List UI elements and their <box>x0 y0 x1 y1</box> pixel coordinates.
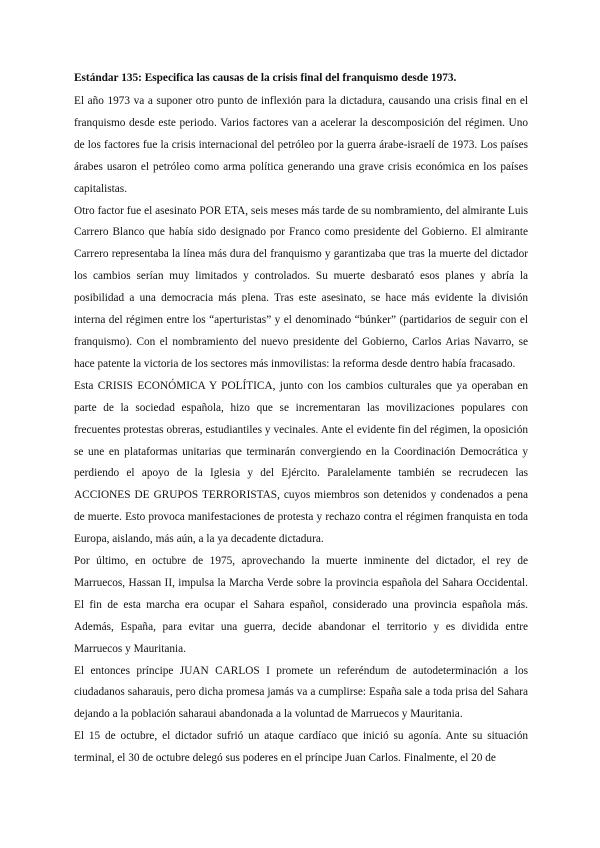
paragraph-green-march: Por último, en octubre de 1975, aprovechando la muerte inminente del dictador, el rey de Marruecos, Hassan II, impulsa la Marcha Verde sobre la provincia española del Sahara Occidental. El fin de esta marcha era ocupar el Sahara español, considerado una provincia española más. Además, España, para evitar una guerra, decide abandonar el territorio y es dividida entre Marruecos y Mauritania. <box>74 555 528 655</box>
standard-heading: Estándar 135: Especifica las causas de la crisis final del franquismo desde 1973. <box>74 72 457 84</box>
paragraph-oil-crisis: El año 1973 va a suponer otro punto de inflexión para la dictadura, causando una crisis final en el franquismo desde este periodo. Varios factores van a acelerar la descomposición del régimen. Uno de los factores fue la crisis internacional del petróleo por la guerra árabe-israelí de 1973. Los países árabes usaron el petróleo como arma política generando una grave crisis económica en los países capitalistas. <box>74 95 528 195</box>
paragraph-carrero-blanco: Otro factor fue el asesinato POR ETA, seis meses más tarde de su nombramiento, del almirante Luis Carrero Blanco que había sido designado por Franco como presidente del Gobierno. El almirante Carrero representaba la línea más dura del franquismo y garantizaba que tras la muerte del dictador los cambios serían muy limitados y controlados. Su muerte desbarató esos planes y abría la posibilidad a una democracia más plena. Tras este asesinato, se hace más evidente la división interna del régimen entre los “aperturistas” y el denominado “búnker” (partidarios de seguir con el franquismo). Con el nombramiento del nuevo presidente del Gobierno, Carlos Arias Navarro, se hace patente la victoria de los sectores más inmovilistas: la reforma desde dentro había fracasado. <box>74 204 528 370</box>
paragraph-juan-carlos-referendum: El entonces príncipe JUAN CARLOS I promete un referéndum de autodeterminación a los ciudadanos saharauis, pero dicha promesa jamás va a cumplirse: España sale a toda prisa del Sahara dejando a la población saharaui abandonada a la voluntad de Marruecos y Mauritania. <box>74 664 528 721</box>
paragraph-dictator-agony: El 15 de octubre, el dictador sufrió un ataque cardíaco que inició su agonía. Ante su situación terminal, el 30 de octubre delegó sus poderes en el príncipe Juan Carlos. Finalmente, el 20 de <box>74 730 528 765</box>
paragraph-economic-political-crisis: Esta CRISIS ECONÓMICA Y POLÍTICA, junto con los cambios culturales que ya operaban en parte de la sociedad española, hizo que se incrementaran las movilizaciones populares con frecuentes protestas obreras, estudiantiles y vecinales. Ante el evidente fin del régimen, la oposición se une en plataformas unitarias que terminarán convergiendo en la Coordinación Democrática y perdiendo el apoyo de la Iglesia y del Ejército. Paralelamente también se recrudecen las ACCIONES DE GRUPOS TERRORISTAS, cuyos miembros son detenidos y condenados a pena de muerte. Esto provoca manifestaciones de protesta y rechazo contra el régimen franquista en toda Europa, aislando, más aún, a la ya decadente dictadura. <box>74 379 528 546</box>
